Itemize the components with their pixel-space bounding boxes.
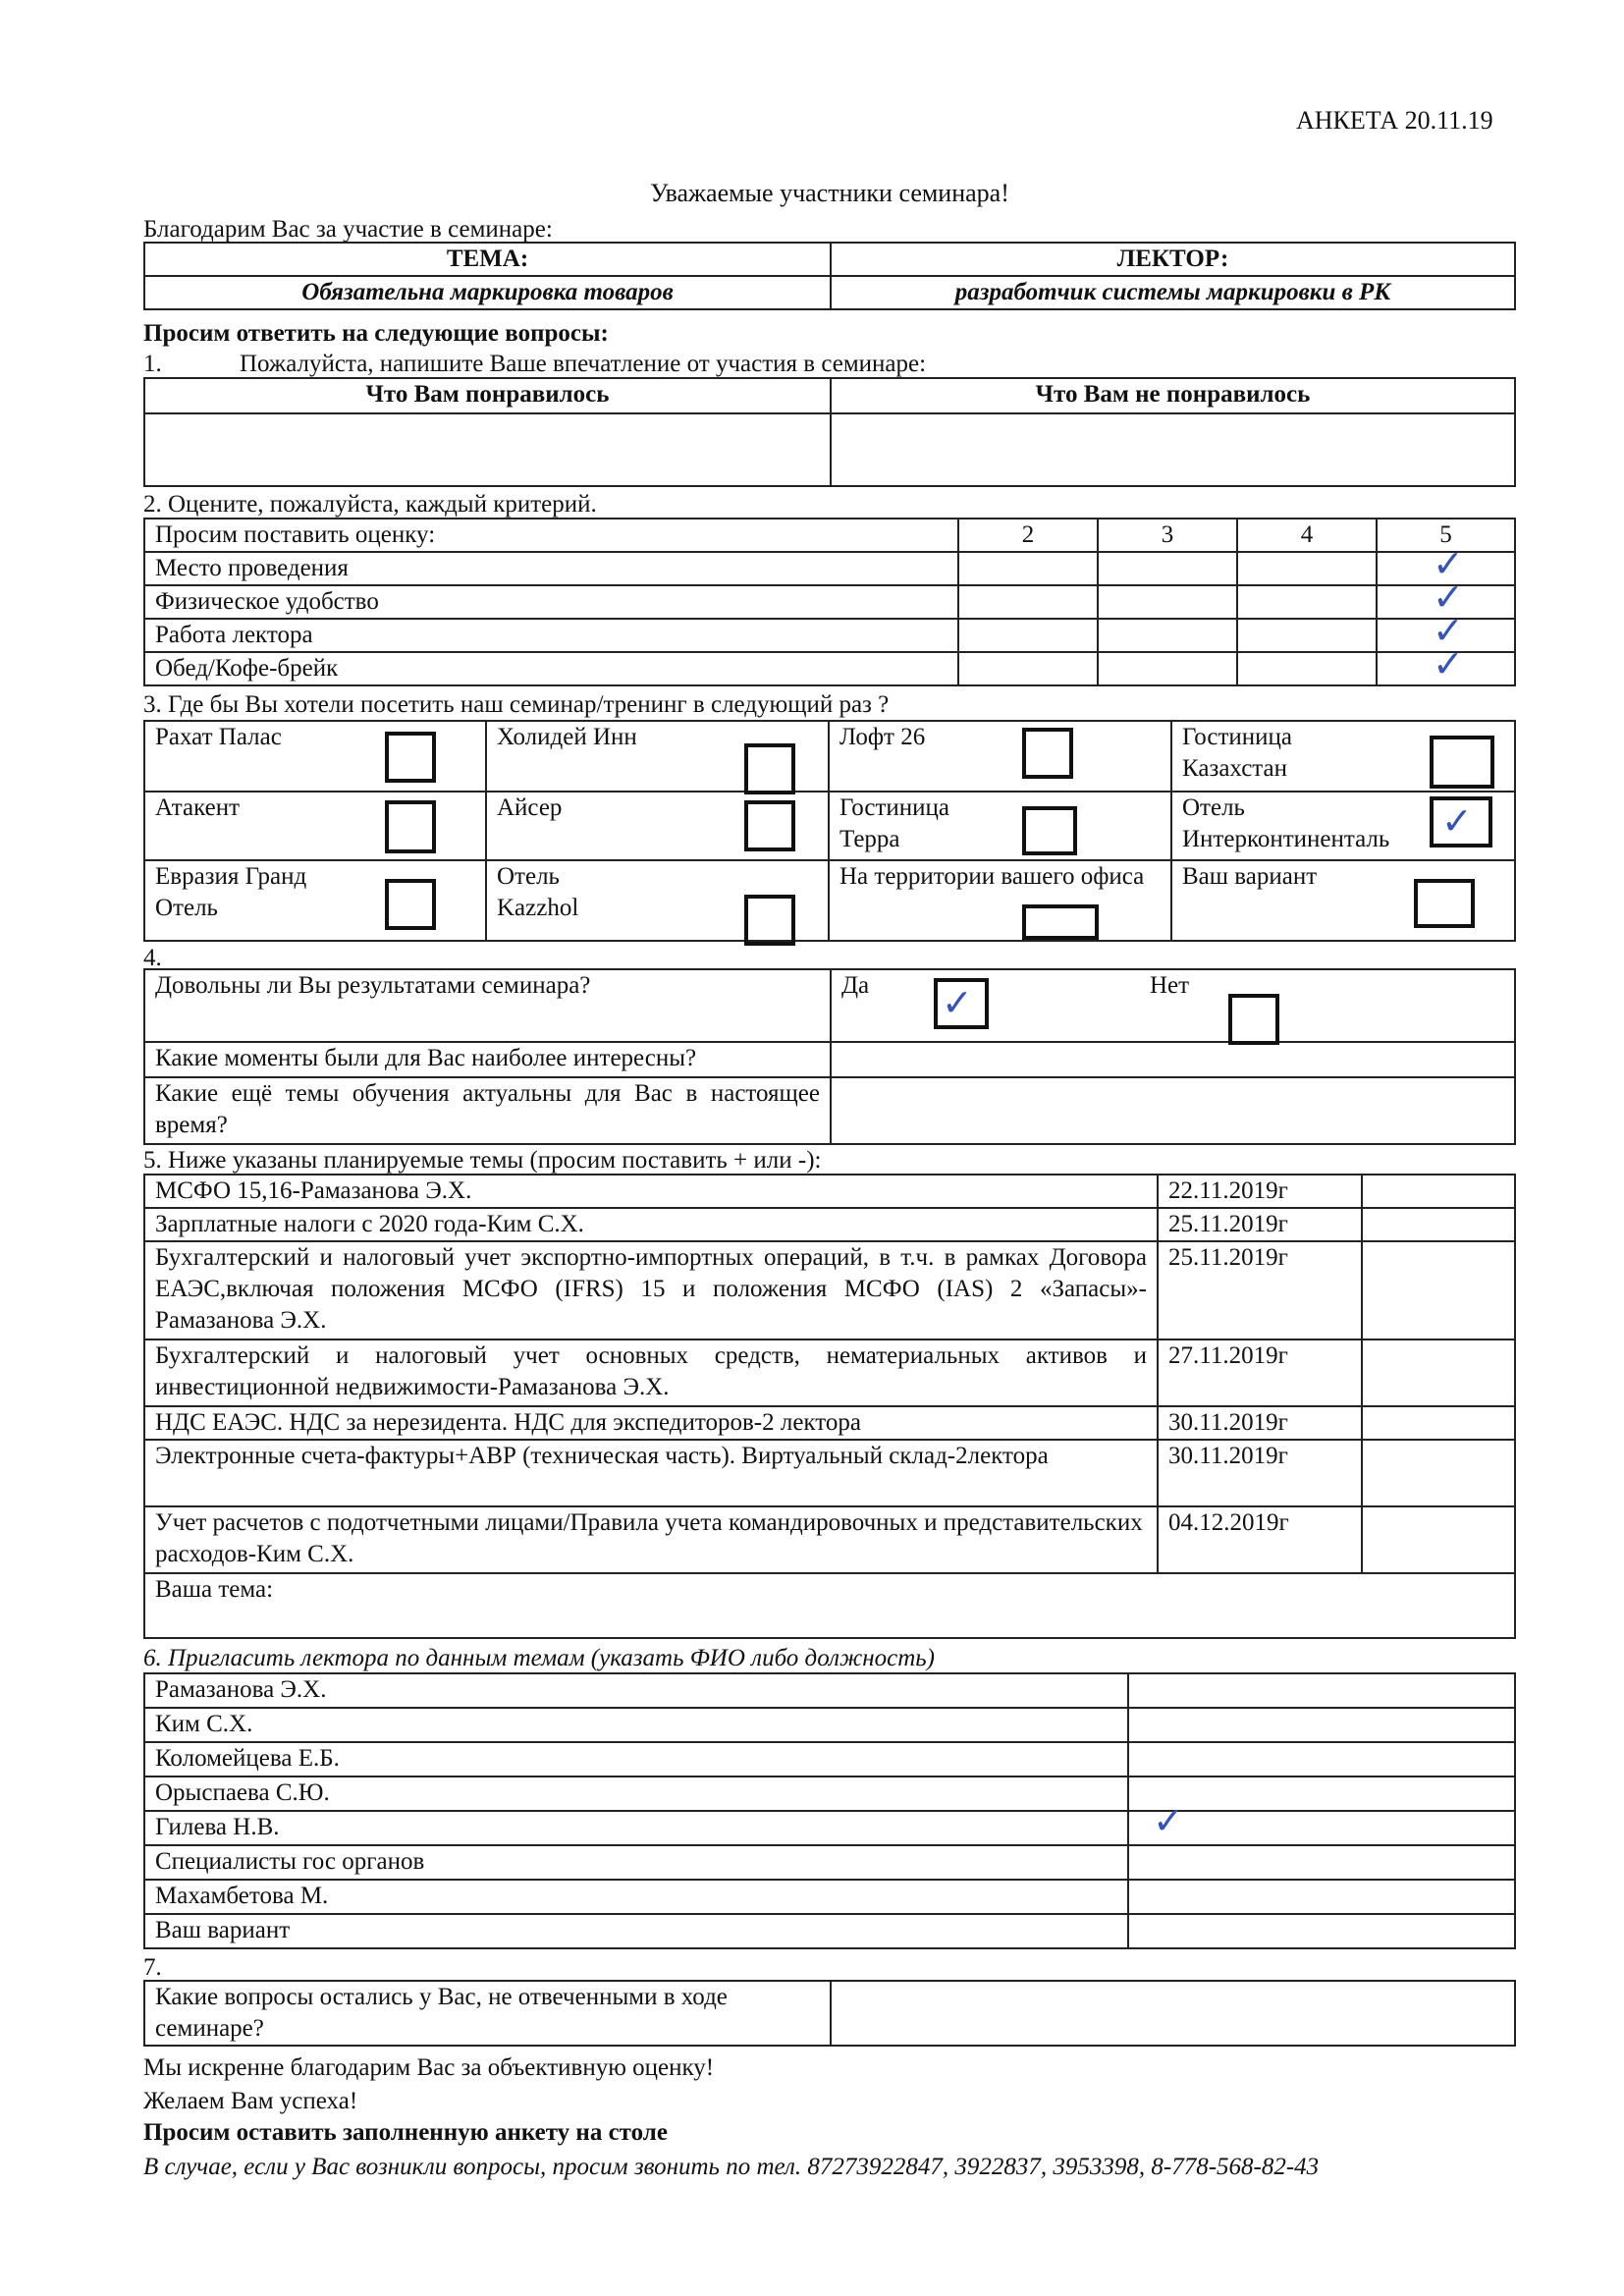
venue-option[interactable] [486,721,829,792]
lecturer-name: Специалисты гос органов [144,1845,1128,1880]
lecturer-name: Гилева Н.В. [144,1811,1128,1845]
planned-topic-date: 30.11.2019г [1158,1440,1362,1506]
venue-label: Отель Kazzhol [497,863,579,921]
check-mark-icon: ✓ [1441,799,1473,843]
grade-3-header: 3 [1098,519,1237,552]
lecturer-value: разработчик системы маркировки в РК [831,276,1515,309]
impressions-table [143,377,1516,487]
liked-header: Что Вам понравилось [144,378,831,413]
topic-header: ТЕМА: [144,243,831,276]
rating-cell[interactable] [1237,552,1377,585]
remaining-questions-table [143,1980,1516,2047]
lecturer-name: Орыспаева С.Ю. [144,1777,1128,1811]
planned-topic-date: 22.11.2019г [1158,1175,1362,1208]
yes-label: Да [841,972,870,999]
remaining-questions-field[interactable] [831,1981,1515,2046]
venue-label: Лофт 26 [839,724,926,750]
invite-field[interactable] [1128,1845,1515,1880]
rating-cell[interactable] [1098,552,1237,585]
checkbox[interactable] [1022,728,1073,779]
disliked-header: Что Вам не понравилось [831,378,1515,413]
rating-table [143,518,1516,686]
q3-title: 3. Где бы Вы хотели посетить наш семинар/тренинг в следующий раз ? [143,691,890,718]
venue-label: Отель Интерконтиненталь [1182,794,1390,852]
venue-label: Ваш вариант [1182,863,1318,890]
planned-topic-date: 25.11.2019г [1158,1208,1362,1241]
topic-table [143,242,1516,310]
checkbox[interactable] [1022,806,1077,855]
interesting-question: Какие моменты были для Вас наиболее интересны? [144,1042,831,1077]
grade-4-header: 4 [1237,519,1377,552]
venue-label: Гостиница Терра [839,794,950,852]
interesting-answer-field[interactable] [831,1042,1515,1077]
results-table [143,968,1516,1145]
invite-field[interactable] [1128,1799,1515,1845]
venue-label: На территории вашего офиса [839,863,1145,890]
rating-cell[interactable] [1377,642,1515,685]
planned-topic-date: 30.11.2019г [1158,1406,1362,1440]
lecturer-name: Рамазанова Э.Х. [144,1673,1128,1708]
check-mark-icon: ✓ [1433,542,1464,585]
planned-topic-title: МСФО 15,16-Рамазанова Э.Х. [144,1175,1158,1208]
liked-answer-field[interactable] [144,413,831,486]
rating-cell[interactable] [1237,652,1377,685]
criterion-label: Физическое удобство [144,585,958,619]
venue-label: Айсер [497,794,563,821]
check-mark-icon: ✓ [1153,1799,1184,1842]
check-mark-icon: ✓ [942,981,973,1024]
planned-topic-date: 27.11.2019г [1158,1339,1362,1406]
checkbox[interactable] [744,743,795,794]
footer-instruction: Просим оставить заполненную анкету на столе [143,2119,668,2146]
checkbox[interactable] [1414,879,1475,928]
topic-value: Обязательна маркировка товаров [144,276,831,309]
no-label: Нет [1150,972,1190,999]
footer-wish: Желаем Вам успеха! [143,2088,358,2114]
venue-option[interactable] [829,721,1171,792]
topics-question: Какие ещё темы обучения актуальны для Вас в настоящее время? [144,1077,831,1144]
no-checkbox[interactable] [1228,994,1279,1045]
answer-prompt: Просим ответить на следующие вопросы: [143,320,609,347]
invite-field[interactable] [1128,1742,1515,1777]
q2-title: 2. Оцените, пожалуйста, каждый критерий. [143,491,597,518]
rating-cell[interactable] [958,619,1098,652]
rating-cell[interactable] [1098,585,1237,619]
checkbox[interactable] [744,895,795,946]
planned-topics-table [143,1174,1516,1639]
planned-topic-title: Электронные счета-фактуры+АВР (техническая часть). Виртуальный склад-2лектора [144,1440,1158,1506]
footer-thanks: Мы искренне благодарим Вас за объективную оценку! [143,2054,715,2081]
checkbox-checked[interactable] [1430,796,1492,847]
venue-option[interactable] [829,860,1171,941]
invite-field[interactable] [1128,1914,1515,1948]
venue-option[interactable] [1171,792,1515,860]
plus-minus-field[interactable] [1362,1175,1515,1208]
venue-label: Рахат Палас [155,724,282,750]
remaining-questions-prompt: Какие вопросы остались у Вас, не отвеченными в ходе семинаре? [144,1981,831,2046]
checkbox[interactable] [744,800,795,851]
rating-cell[interactable] [1237,585,1377,619]
invite-field[interactable] [1128,1777,1515,1811]
plus-minus-field[interactable] [1362,1208,1515,1241]
criterion-label: Обед/Кофе-брейк [144,652,958,685]
checkbox[interactable] [385,732,436,783]
venue-label: Холидей Инн [497,724,637,750]
venue-option[interactable] [144,721,486,792]
check-mark-icon: ✓ [1433,642,1464,685]
venue-option[interactable] [144,860,486,941]
q4-number: 4. [143,945,162,971]
invite-field[interactable] [1128,1673,1515,1708]
venue-label: Атакент [155,794,241,821]
grade-5-header: 5 [1377,519,1515,552]
yes-no-cell [831,969,1515,1042]
rating-cell[interactable] [958,552,1098,585]
planned-topic-title: Учет расчетов с подотчетными лицами/Правила учета командировочных и представительских расходов-Ким С.Х. [144,1506,1158,1573]
q7-number: 7. [143,1954,162,1981]
q1-number: 1. [143,351,162,377]
q6-title: 6. Пригласить лектора по данным темам (указать ФИО либо должность) [143,1645,935,1671]
criterion-label: Работа лектора [144,619,958,652]
your-topic-field[interactable]: Ваша тема: [144,1573,1515,1638]
plus-minus-field[interactable] [1362,1506,1515,1573]
grade-2-header: 2 [958,519,1098,552]
venue-option[interactable] [486,860,829,941]
invite-field[interactable] [1128,1708,1515,1742]
venues-table [143,720,1516,942]
lecturer-name: Ваш вариант [144,1914,1128,1948]
check-mark-icon: ✓ [1433,609,1464,652]
rating-cell[interactable] [958,585,1098,619]
planned-topic-date: 04.12.2019г [1158,1506,1362,1573]
rating-header-label: Просим поставить оценку: [144,519,958,552]
q1-question: Пожалуйста, напишите Ваше впечатление от участия в семинаре: [240,351,927,377]
checkbox[interactable] [1022,904,1099,940]
lecturers-table [143,1672,1516,1949]
venue-option[interactable] [1171,860,1515,941]
planned-topic-date: 25.11.2019г [1158,1241,1362,1339]
thanks-line: Благодарим Вас за участие в семинаре: [143,216,553,243]
rating-cell[interactable] [958,652,1098,685]
topics-answer-field[interactable] [831,1077,1515,1144]
venue-option[interactable] [829,792,1171,860]
venue-option[interactable] [144,792,486,860]
plus-minus-field[interactable] [1362,1440,1515,1506]
criterion-label: Место проведения [144,552,958,585]
checkbox[interactable] [385,879,436,930]
footer-contacts: В случае, если у Вас возникли вопросы, просим звонить по тел. 87273922847, 3922837, 3953398, 8-778-568-82-43 [143,2154,1320,2180]
disliked-answer-field[interactable] [831,413,1515,486]
document-id: АНКЕТА 20.11.19 [1296,106,1493,135]
venue-option[interactable] [1171,721,1515,792]
lecturer-name: Коломейцева Е.Б. [144,1742,1128,1777]
planned-topic-title: Бухгалтерский и налоговый учет экспортно-импортных операций, в т.ч. в рамках Договора ЕАЭС,включая положения МСФО (IFRS) 15 и положения МСФО (IAS) 2 «Запасы»-Рамазанова Э.Х. [144,1241,1158,1339]
rating-cell[interactable] [1098,619,1237,652]
plus-minus-field[interactable] [1362,1339,1515,1406]
rating-cell[interactable] [1237,619,1377,652]
lecturer-name: Ким С.Х. [144,1708,1128,1742]
yes-checkbox[interactable] [934,978,989,1029]
rating-cell[interactable] [1098,652,1237,685]
planned-topic-title: НДС ЕАЭС. НДС за нерезидента. НДС для экспедиторов-2 лектора [144,1406,1158,1440]
q5-title: 5. Ниже указаны планируемые темы (просим поставить + или -): [143,1147,822,1174]
plus-minus-field[interactable] [1362,1241,1515,1339]
planned-topic-title: Зарплатные налоги с 2020 года-Ким С.Х. [144,1208,1158,1241]
venue-option[interactable] [486,792,829,860]
lecturer-header: ЛЕКТОР: [831,243,1515,276]
check-mark-icon: ✓ [1433,575,1464,619]
greeting: Уважаемые участники семинара! [650,179,1009,207]
satisfied-question: Довольны ли Вы результатами семинара? [144,969,831,1042]
venue-label: Евразия Гранд Отель [155,863,307,921]
lecturer-name: Махамбетова М. [144,1880,1128,1914]
checkbox[interactable] [385,800,436,853]
planned-topic-title: Бухгалтерский и налоговый учет основных средств, нематериальных активов и инвестиционной недвижимости-Рамазанова Э.Х. [144,1339,1158,1406]
checkbox[interactable] [1430,736,1494,789]
invite-field[interactable] [1128,1880,1515,1914]
plus-minus-field[interactable] [1362,1406,1515,1440]
venue-label: Гостиница Казахстан [1182,724,1293,782]
